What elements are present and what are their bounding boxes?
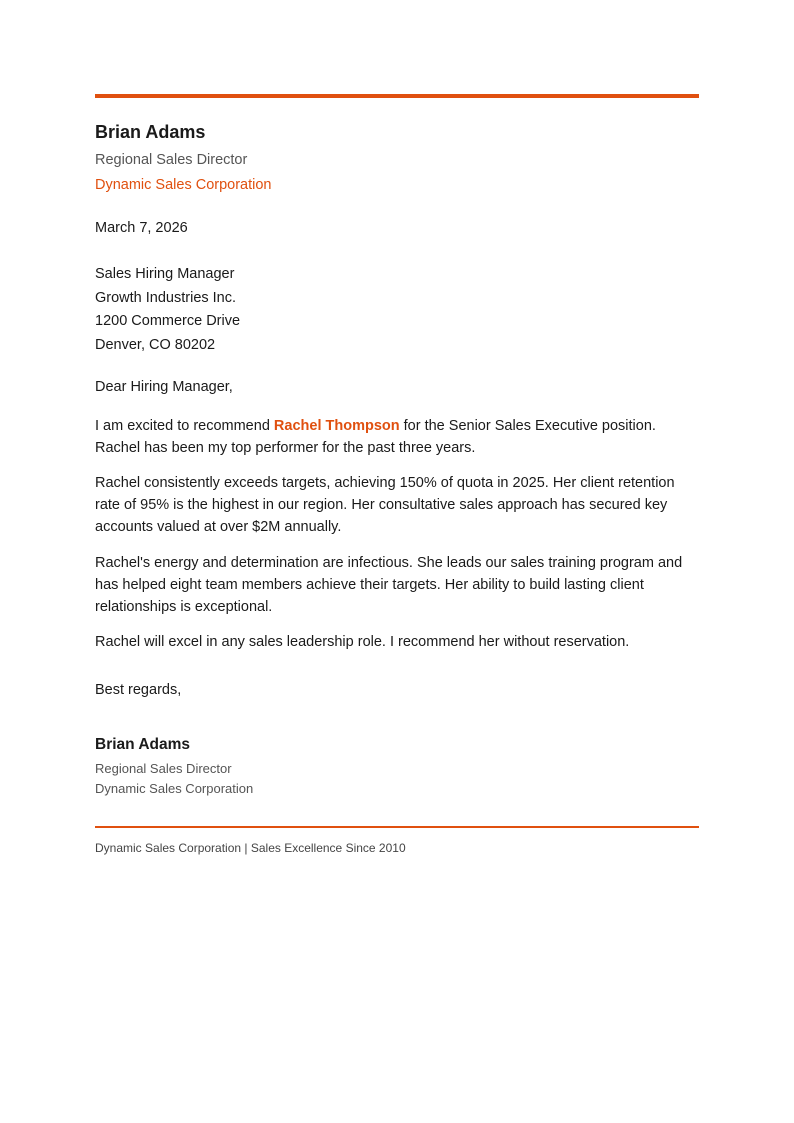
recipient-line: 1200 Commerce Drive <box>95 313 241 329</box>
sender-name: Brian Adams <box>95 122 206 142</box>
recipient-line: Growth Industries Inc. <box>95 289 237 306</box>
recipient-line: Sales Hiring Manager <box>95 266 235 282</box>
body-paragraph-2: Rachel consistently exceeds targets, achieving 150% of quota in 2025. Her client retention rate of 95% is the highest in our region. Her consultative sales approach has secured key accounts valued at over $2M annually. <box>95 475 675 535</box>
body-paragraph-1 <box>95 415 699 459</box>
sender-company: Dynamic Sales Corporation <box>95 177 272 193</box>
sender-title: Regional Sales Director <box>95 152 248 168</box>
signature-name: Brian Adams <box>95 736 191 753</box>
recipient-line: Denver, CO 80202 <box>95 336 216 353</box>
body-paragraph-4: Rachel will excel in any sales leadership role. I recommend her without reservation. <box>95 634 630 650</box>
footer-text: Dynamic Sales Corporation | Sales Excellence Since 2010 <box>95 841 406 855</box>
footer-rule <box>95 826 699 828</box>
p1-text-before: I am excited to recommend <box>95 418 274 434</box>
signature-company: Dynamic Sales Corporation <box>95 781 254 796</box>
body-paragraph-3: Rachel's energy and determination are infectious. She leads our sales training program and has helped eight team members achieve their targets. Her ability to build lasting client relationships is exceptional. <box>95 555 683 615</box>
header-rule <box>95 94 699 98</box>
letter-date: March 7, 2026 <box>95 220 188 236</box>
closing: Best regards, <box>95 682 182 698</box>
recipient-address <box>95 263 240 357</box>
candidate-name: Rachel Thompson <box>273 418 400 434</box>
p1-text-after: for the Senior Sales Executive position. Rachel has been my top performer for the past three years. <box>95 418 656 456</box>
salutation: Dear Hiring Manager, <box>95 379 233 395</box>
signature-title: Regional Sales Director <box>95 761 232 776</box>
